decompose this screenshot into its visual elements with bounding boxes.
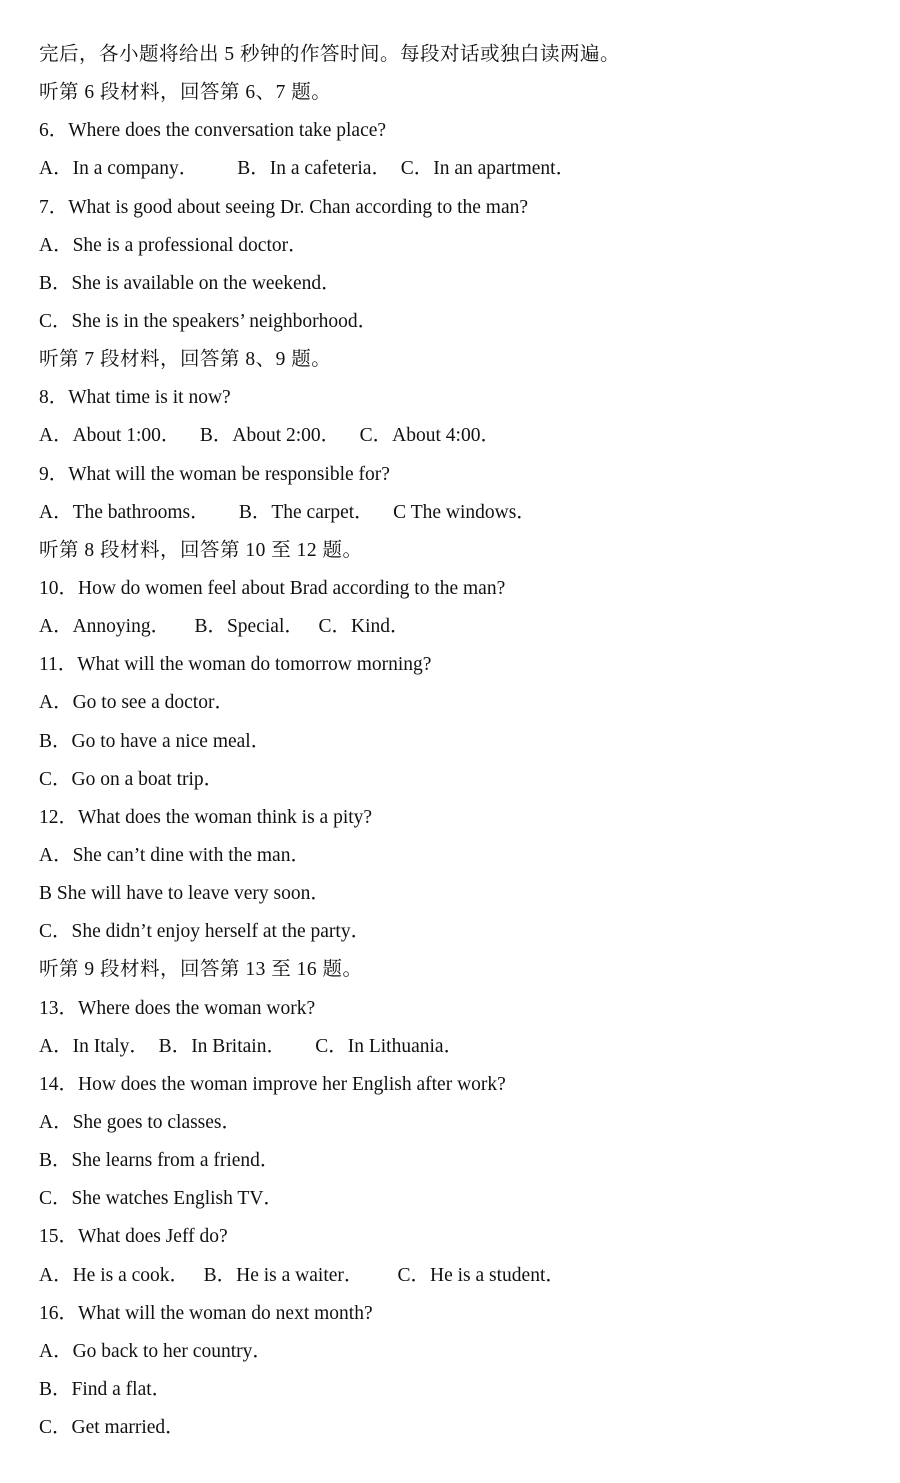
question-7-option-c: C．She is in the speakers’ neighborhood． xyxy=(39,310,378,332)
section-heading-6: 听第 6 段材料，回答第 6、7 题。 xyxy=(39,82,332,104)
section-heading-9: 听第 9 段材料，回答第 13 至 16 题。 xyxy=(39,959,363,981)
question-9: 9．What will the woman be responsible for? xyxy=(39,463,390,485)
instruction-note: 完后，各小题将给出 5 秒钟的作答时间。每段对话或独白读两遍。 xyxy=(39,44,621,65)
question-10: 10．How do women feel about Brad according to the man? xyxy=(39,577,506,599)
question-12-option-a: A．She can’t dine with the man． xyxy=(39,844,310,866)
question-14: 14．How does the woman improve her English after work? xyxy=(39,1073,506,1095)
question-16-option-c: C．Get married． xyxy=(39,1417,185,1439)
section-heading-8: 听第 8 段材料，回答第 10 至 12 题。 xyxy=(39,539,363,561)
question-8: 8．What time is it now? xyxy=(39,387,231,409)
section-heading-7: 听第 7 段材料，回答第 8、9 题。 xyxy=(39,349,332,371)
question-16-option-a: A．Go back to her country． xyxy=(39,1340,272,1362)
question-13: 13．Where does the woman work? xyxy=(39,997,316,1019)
question-15-options: A．He is a cook． B．He is a waiter． C．He is a student． xyxy=(39,1264,565,1286)
question-11-option-a: A．Go to see a doctor． xyxy=(39,692,234,714)
question-7-option-a: A．She is a professional doctor． xyxy=(39,234,308,256)
question-15: 15．What does Jeff do? xyxy=(39,1226,228,1248)
question-7-option-b: B．She is available on the weekend． xyxy=(39,272,341,294)
question-7: 7．What is good about seeing Dr. Chan according to the man? xyxy=(39,196,529,218)
question-8-options: A．About 1:00． B．About 2:00． C．About 4:00． xyxy=(39,425,500,447)
question-9-options: A．The bathrooms． B．The carpet． C The windows． xyxy=(39,501,536,523)
question-12: 12．What does the woman think is a pity? xyxy=(39,806,373,828)
question-16: 16．What will the woman do next month? xyxy=(39,1302,373,1324)
exam-text-body xyxy=(39,36,879,1447)
question-12-option-b: B She will have to leave very soon． xyxy=(39,883,330,905)
question-14-option-c: C．She watches English TV． xyxy=(39,1188,283,1210)
question-11: 11．What will the woman do tomorrow morning? xyxy=(39,654,432,676)
question-11-option-c: C．Go on a boat trip． xyxy=(39,768,224,790)
question-6-options: A．In a company． B．In a cafeteria． C．In an apartment． xyxy=(39,158,576,180)
question-16-option-b: B．Find a flat． xyxy=(39,1378,172,1400)
question-10-options: A．Annoying． B．Special． C．Kind． xyxy=(39,616,410,638)
question-6: 6．Where does the conversation take place? xyxy=(39,120,387,142)
question-13-options: A．In Italy． B．In Britain． C．In Lithuania． xyxy=(39,1035,464,1057)
question-14-option-a: A．She goes to classes． xyxy=(39,1111,242,1133)
question-14-option-b: B．She learns from a friend． xyxy=(39,1150,280,1172)
question-12-option-c: C．She didn’t enjoy herself at the party． xyxy=(39,921,371,943)
question-11-option-b: B．Go to have a nice meal． xyxy=(39,730,271,752)
